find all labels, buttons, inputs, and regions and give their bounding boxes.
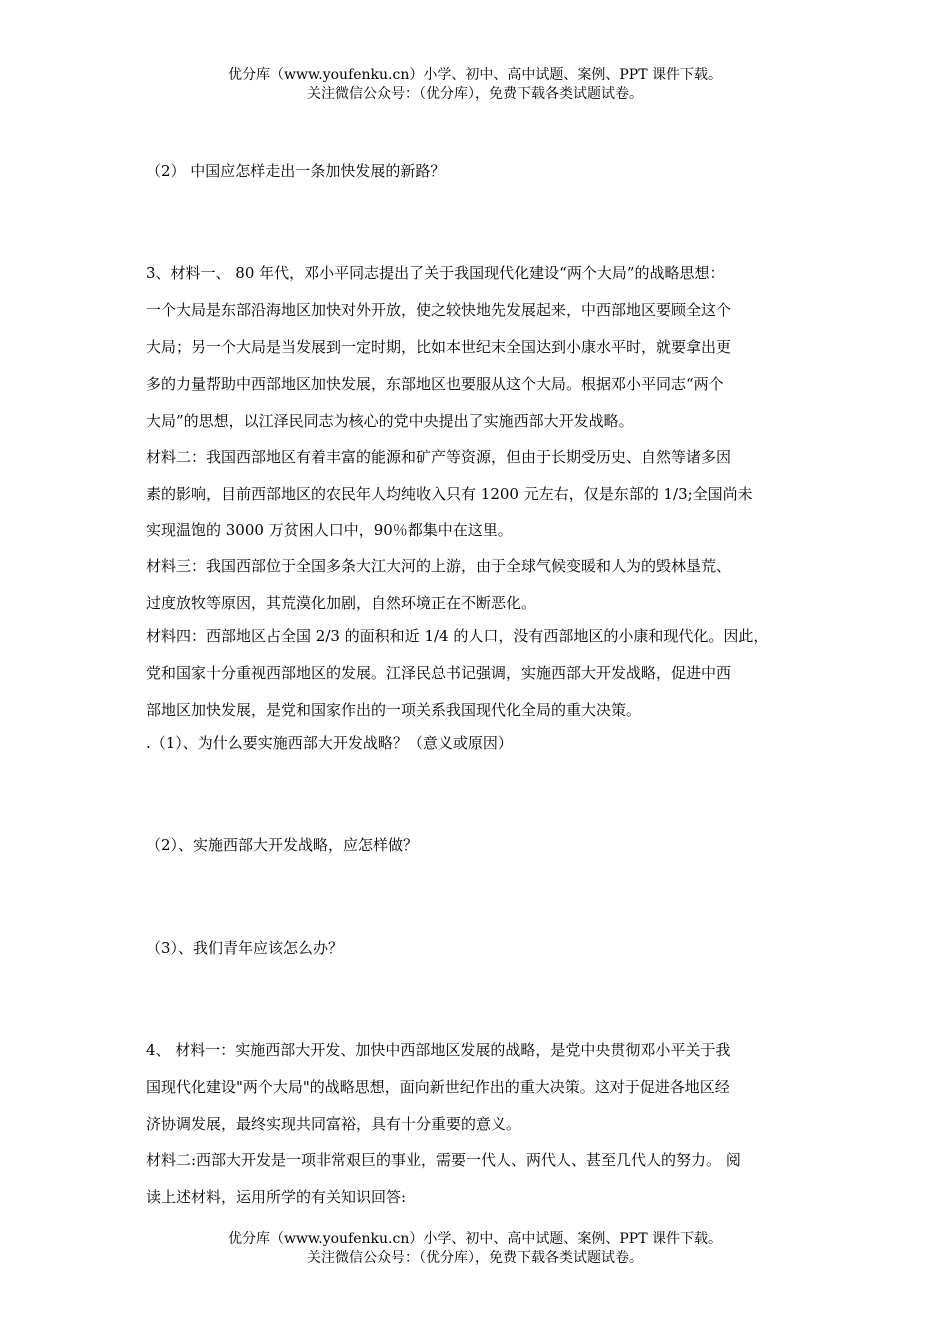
footer-line-1: 优分库（www.youfenku.cn）小学、初中、高中试题、案例、PPT 课件下载。 [227, 1231, 722, 1247]
q3-material4-line1: 材料四：西部地区占全国 2/3 的面积和近 1/4 的人口，没有西部地区的小康和现代化。因此， [146, 627, 769, 645]
q3-subquestion-3: （3）、我们青年应该怎么办？ [146, 939, 344, 957]
q3-material4-line2: 党和国家十分重视西部地区的发展。江泽民总书记强调，实施西部大开发战略，促进中西 [146, 664, 732, 682]
q3-material4-line3: 部地区加快发展，是党和国家作出的一项关系我国现代化全局的重大决策。 [146, 701, 642, 719]
q4-material1-line1: 4、 材料一：实施西部大开发、加快中西部地区发展的战略，是党中央贯彻邓小平关于我 [146, 1041, 731, 1059]
q4-material1-line2: 国现代化建设"两个大局"的战略思想，面向新世纪作出的重大决策。这对于促进各地区经 [146, 1078, 730, 1096]
q3-material1-line2: 一个大局是东部沿海地区加快对外开放，使之较快地先发展起来，中西部地区要顾全这个 [146, 301, 732, 319]
q3-material3-line1: 材料三：我国西部位于全国多条大江大河的上游，由于全球气候变暖和人为的毁林垦荒、 [146, 557, 732, 575]
q3-material1-line5: 大局”的思想，以江泽民同志为核心的党中央提出了实施西部大开发战略。 [146, 412, 634, 430]
q3-material1-line4: 多的力量帮助中西部地区加快发展，东部地区也要服从这个大局。根据邓小平同志“两个 [146, 375, 724, 393]
q4-material2-line1: 材料二:西部大开发是一项非常艰巨的事业，需要一代人、两代人、甚至几代人的努力。 阅 [146, 1151, 741, 1169]
question-2-2: （2） 中国应怎样走出一条加快发展的新路？ [146, 162, 446, 180]
q4-material1-line3: 济协调发展，最终实现共同富裕，具有十分重要的意义。 [146, 1115, 522, 1133]
q4-material2-line2: 读上述材料，运用所学的有关知识回答: [146, 1188, 407, 1206]
q3-material2-line1: 材料二：我国西部地区有着丰富的能源和矿产等资源，但由于长期受历史、自然等诸多因 [146, 448, 732, 466]
q3-material1-line1: 3、材料一、 80 年代，邓小平同志提出了关于我国现代化建设“两个大局”的战略思想： [146, 264, 725, 282]
q3-material1-line3: 大局；另一个大局是当发展到一定时期，比如本世纪末全国达到小康水平时，就要拿出更 [146, 338, 732, 356]
q3-material3-line2: 过度放牧等原因，其荒漠化加剧，自然环境正在不断恶化。 [146, 594, 537, 612]
q3-subquestion-2: （2）、实施西部大开发战略，应怎样做？ [146, 836, 419, 854]
q3-material2-line3: 实现温饱的 3000 万贫困人口中，90％都集中在这里。 [146, 521, 513, 539]
header-line-2: 关注微信公众号：（优分库），免费下载各类试题试卷。 [307, 86, 643, 102]
q3-material2-line2: 素的影响，目前西部地区的农民年人均纯收入只有 1200 元左右，仅是东部的 1/3;全国尚未 [146, 485, 753, 503]
footer-line-2: 关注微信公众号：（优分库），免费下载各类试题试卷。 [307, 1250, 643, 1266]
header-line-1: 优分库（www.youfenku.cn）小学、初中、高中试题、案例、PPT 课件下载。 [227, 67, 722, 83]
q3-subquestion-1: .（1）、为什么要实施西部大开发战略？（意义或原因） [146, 734, 513, 752]
